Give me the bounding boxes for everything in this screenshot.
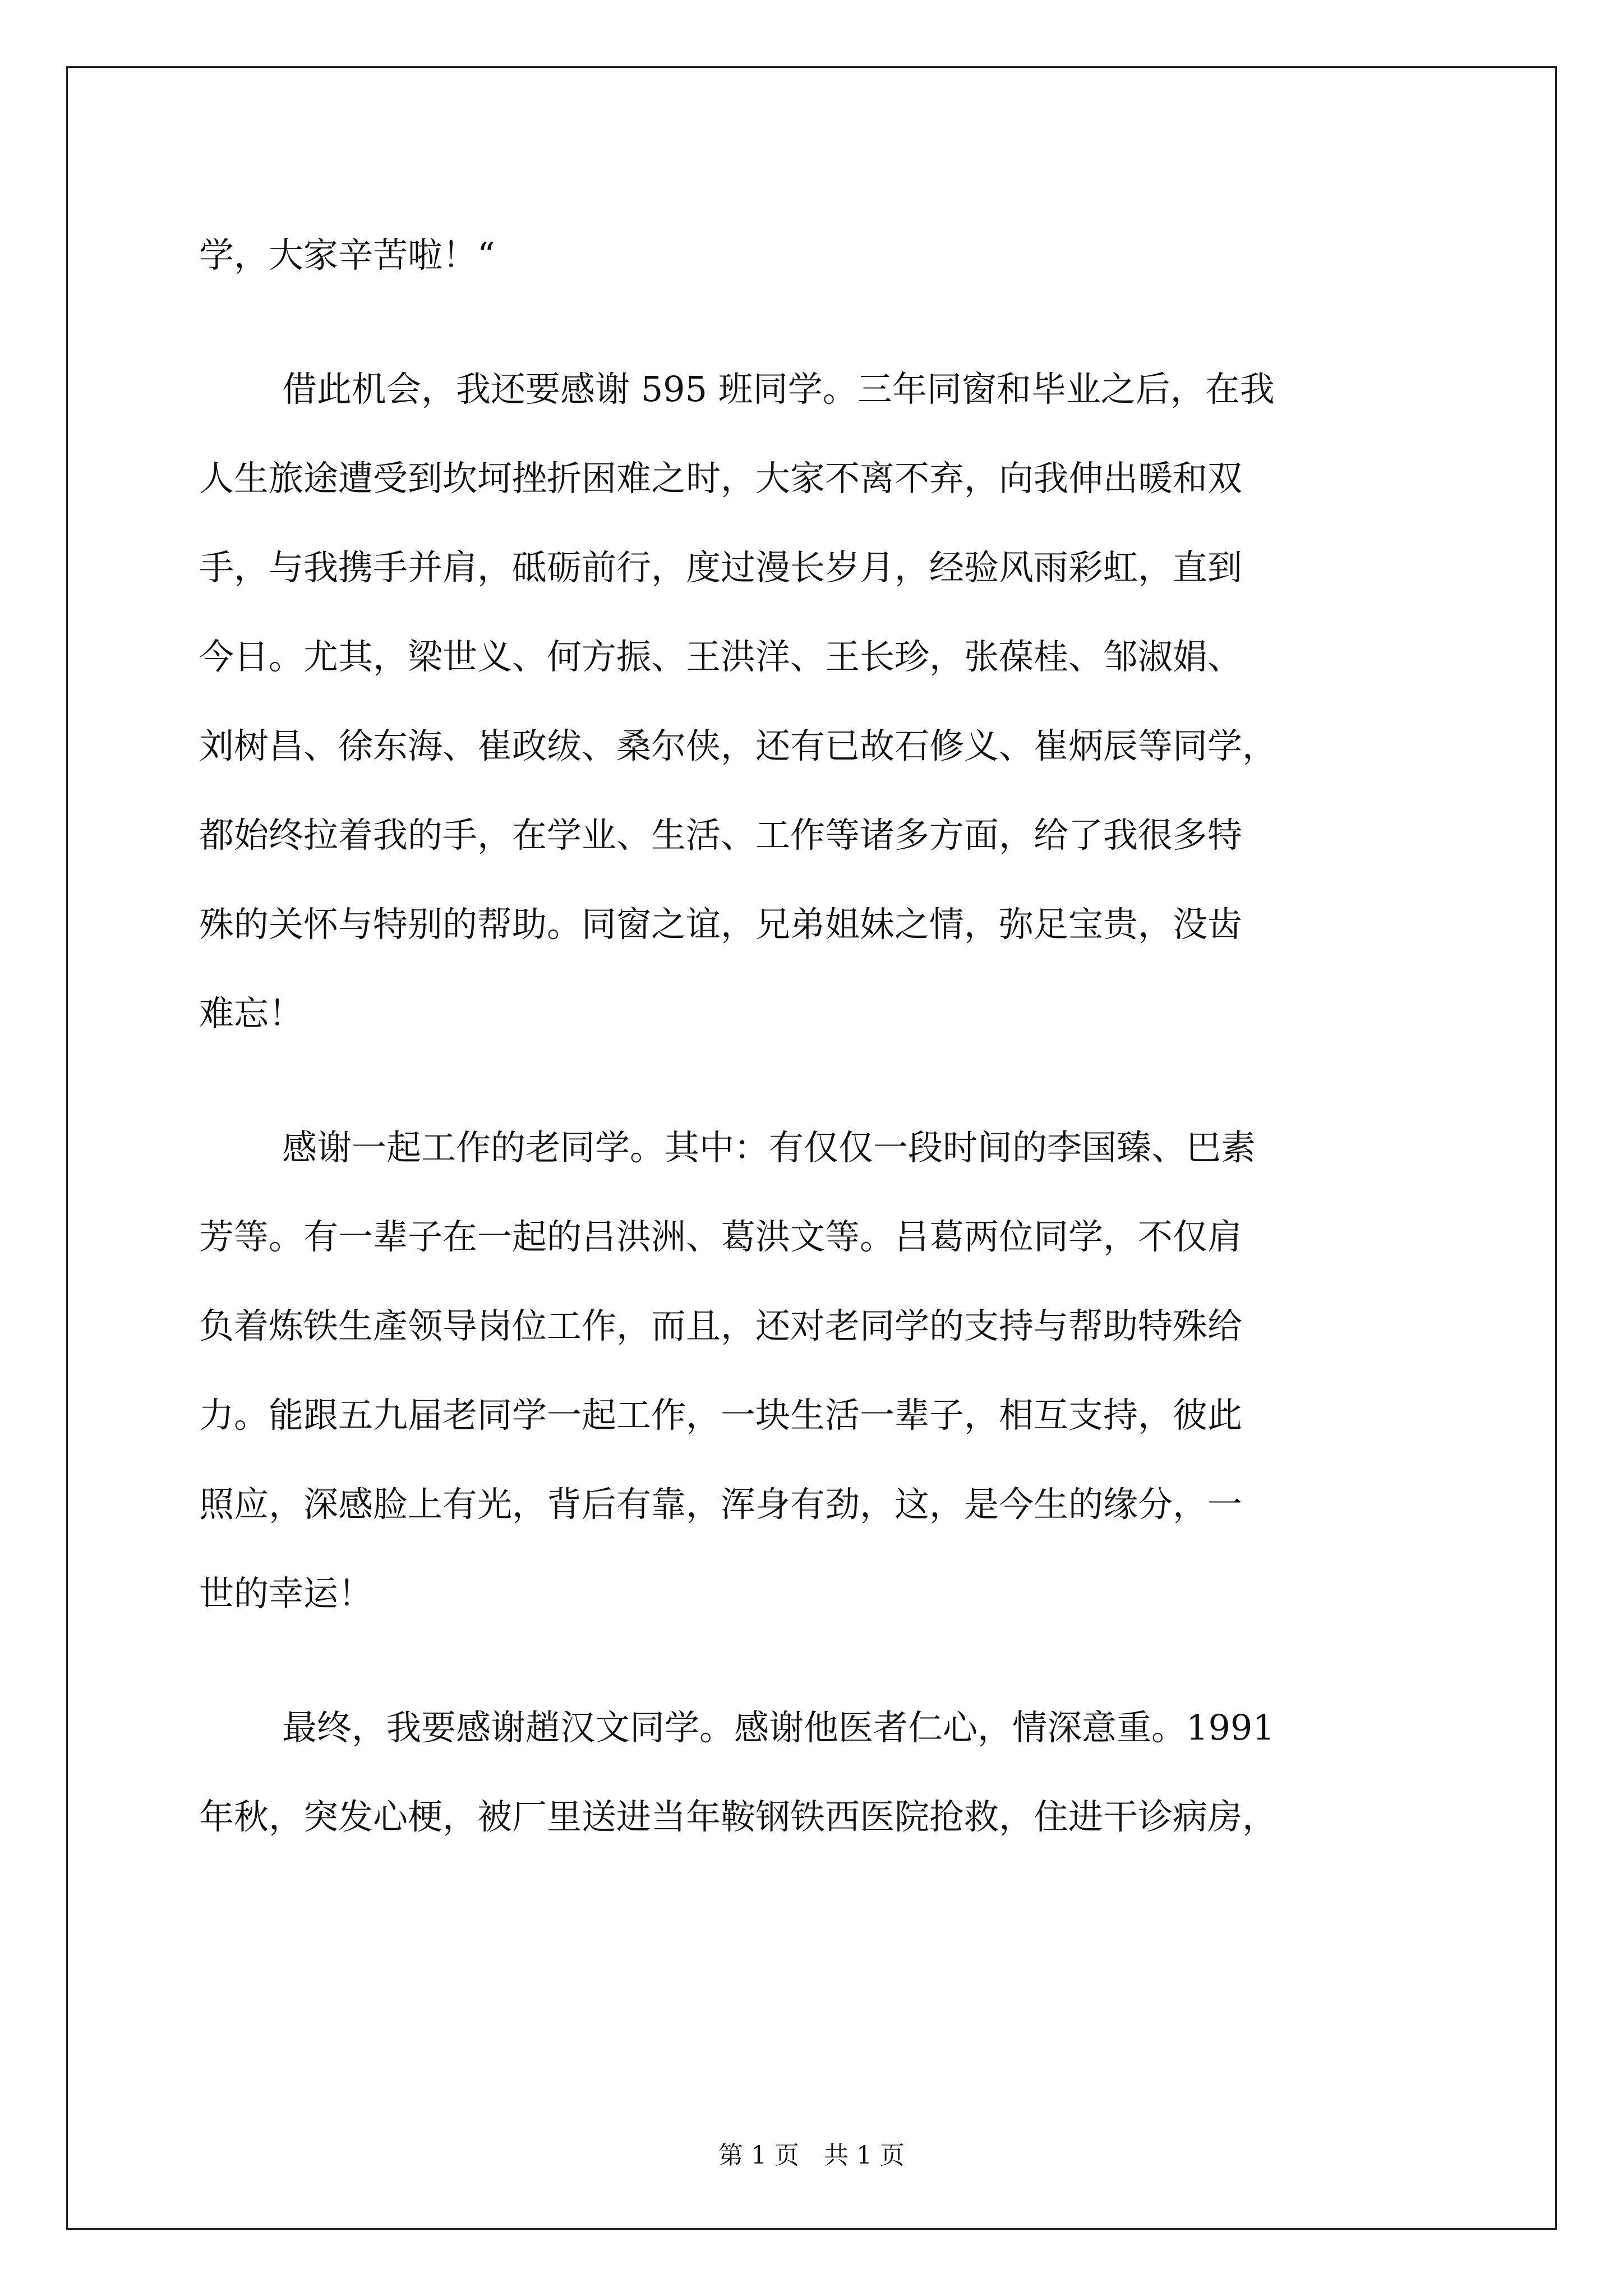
paragraph-3 (199, 1103, 1433, 1638)
text-line: 照应，深感脸上有光，背后有靠，浑身有劲，这，是今生的缘分，一 (199, 1484, 1243, 1525)
text-line: 难忘！ (199, 993, 304, 1034)
page-footer: 第 1 页 共 1 页 (718, 2141, 905, 2170)
text-line: 刘树昌、徐东海、崔政绂、桑尔侠，还有已故石修义、崔炳辰等同学， (199, 725, 1278, 766)
text-line: 殊的关怀与特别的帮助。同窗之谊，兄弟姐妹之情，弥足宝贵，没齿 (199, 904, 1243, 945)
text-line: 感谢一起工作的老同学。其中：有仅仅一段时间的李国臻、巴素 (282, 1127, 1256, 1168)
text-line: 最终，我要感谢趙汉文同学。感谢他医者仁心，情深意重。1991 (282, 1707, 1275, 1748)
text-line: 年秋，突发心梗，被厂里送进当年鞍钢铁西医院抢救，住进干诊病房， (199, 1796, 1278, 1837)
text-line: 力。能跟五九届老同学一起工作，一块生活一辈子，相互支持，彼此 (199, 1395, 1243, 1435)
text-line: 今日。尤其，梁世义、何方振、王洪洋、王长珍，张葆桂、邹淑娟、 (199, 636, 1243, 677)
text-line: 借此机会，我还要感谢 595 班同学。三年同窗和毕业之后，在我 (282, 369, 1275, 409)
text-line: 世的幸运！ (199, 1573, 374, 1614)
text-line: 都始终拉着我的手，在学业、生活、工作等诸多方面，给了我很多特 (199, 815, 1243, 855)
text-line: 学，大家辛苦啦！“ (199, 234, 495, 275)
text-line: 芳等。有一辈子在一起的吕洪洲、葛洪文等。吕葛两位同学，不仅肩 (199, 1216, 1243, 1257)
paragraph-1 (199, 210, 1433, 300)
text-line: 负着炼铁生產领导岗位工作，而且，还对老同学的支持与帮助特殊给 (199, 1305, 1243, 1346)
text-line: 人生旅途遭受到坎坷挫折困难之时，大家不离不弃，向我伸出暖和双 (199, 458, 1243, 499)
paragraph-4 (199, 1683, 1433, 1861)
text-line: 手，与我携手并肩，砥砺前行，度过漫长岁月，经验风雨彩虹，直到 (199, 547, 1243, 588)
paragraph-2 (199, 344, 1433, 1058)
document-body (199, 210, 1433, 1861)
